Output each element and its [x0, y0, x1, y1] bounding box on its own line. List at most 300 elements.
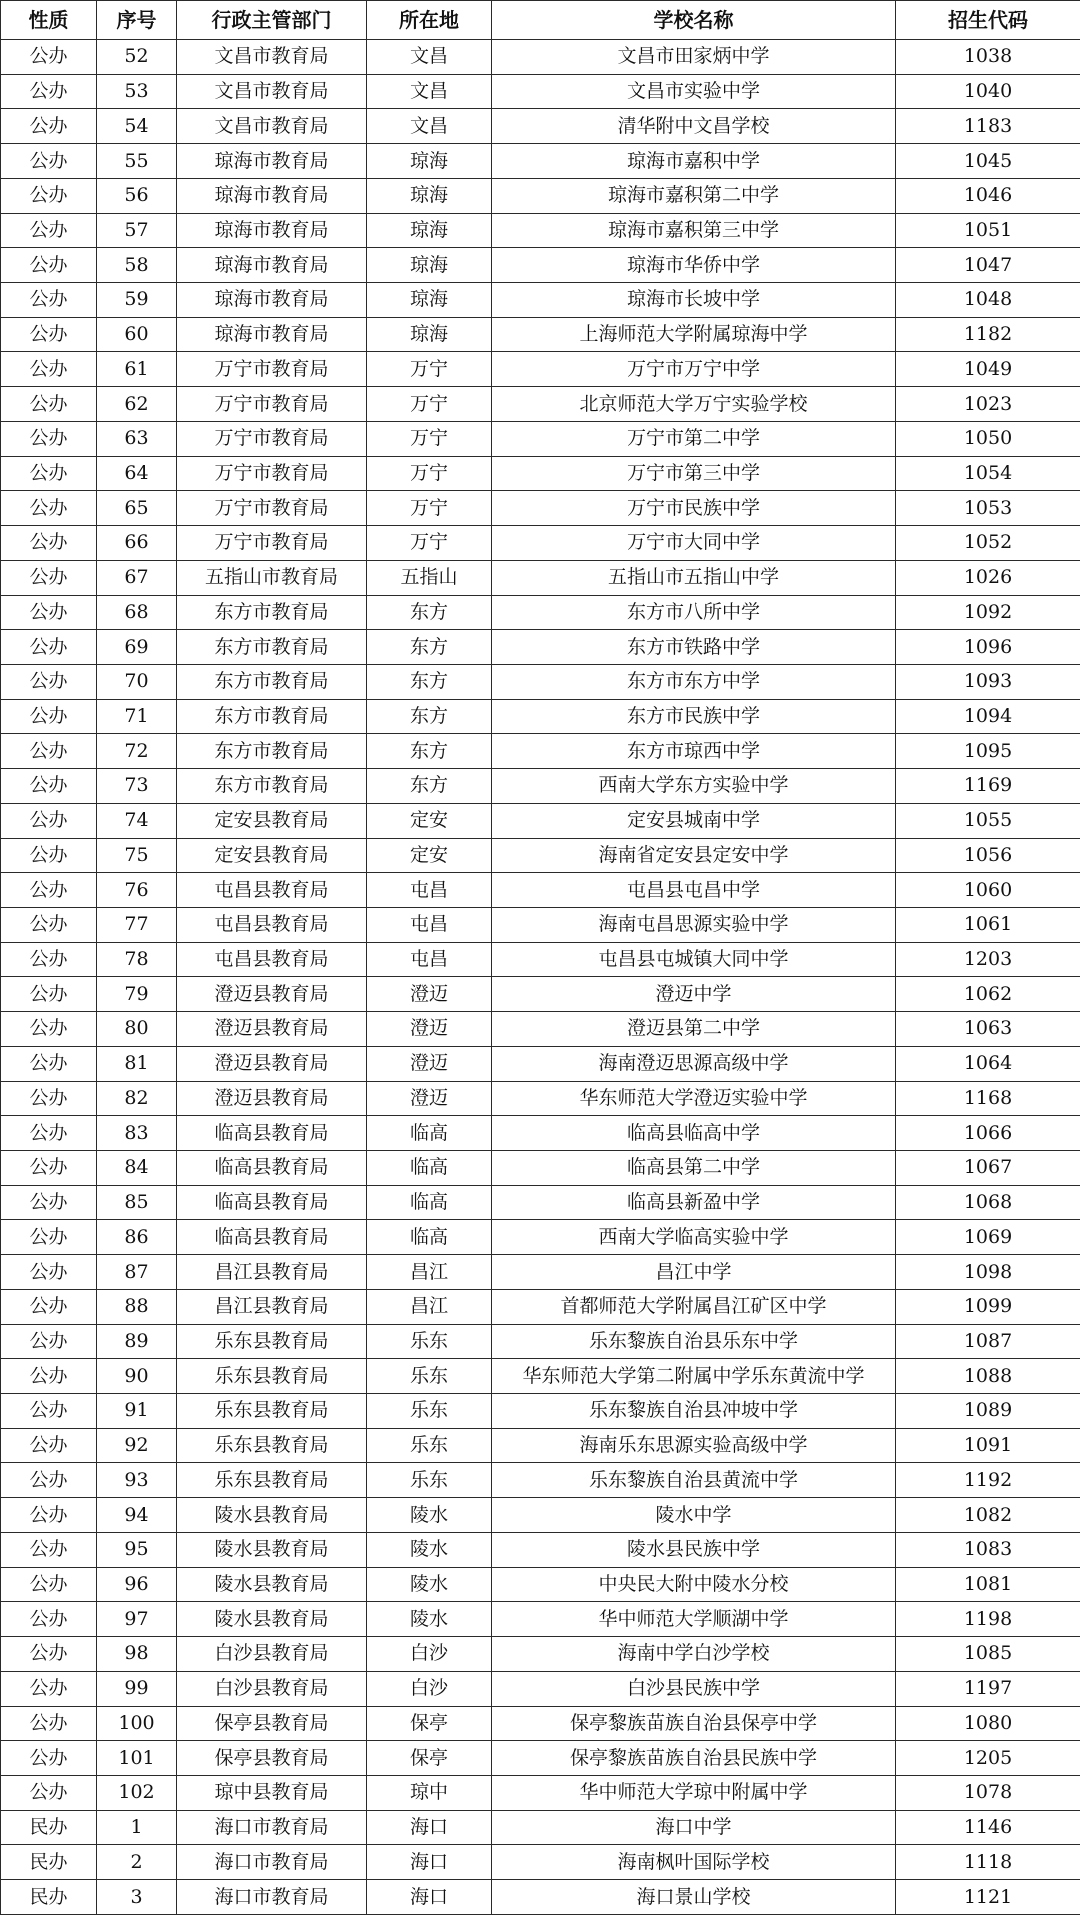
cell-nature: 公办	[1, 630, 97, 665]
cell-index: 95	[97, 1532, 177, 1567]
cell-enroll-code: 1052	[896, 526, 1080, 561]
cell-enroll-code: 1169	[896, 769, 1080, 804]
header-department: 行政主管部门	[177, 1, 367, 40]
table-row	[1, 1498, 1080, 1533]
cell-nature: 公办	[1, 526, 97, 561]
cell-school-name: 琼海市华侨中学	[492, 248, 896, 283]
cell-school-name: 保亭黎族苗族自治县民族中学	[492, 1741, 896, 1776]
cell-index: 75	[97, 838, 177, 873]
cell-department: 乐东县教育局	[177, 1394, 367, 1429]
cell-enroll-code: 1088	[896, 1359, 1080, 1394]
table-row	[1, 1220, 1080, 1255]
cell-school-name: 西南大学临高实验中学	[492, 1220, 896, 1255]
cell-school-name: 海南澄迈思源高级中学	[492, 1046, 896, 1081]
cell-location: 澄迈	[367, 1012, 492, 1047]
cell-school-name: 万宁市第二中学	[492, 421, 896, 456]
cell-department: 东方市教育局	[177, 630, 367, 665]
cell-location: 文昌	[367, 40, 492, 75]
cell-school-name: 屯昌县屯昌中学	[492, 873, 896, 908]
cell-index: 66	[97, 526, 177, 561]
table-row	[1, 1116, 1080, 1151]
cell-nature: 公办	[1, 838, 97, 873]
cell-department: 陵水县教育局	[177, 1498, 367, 1533]
cell-location: 琼海	[367, 248, 492, 283]
table-row	[1, 1428, 1080, 1463]
cell-nature: 公办	[1, 907, 97, 942]
cell-department: 乐东县教育局	[177, 1463, 367, 1498]
cell-school-name: 乐东黎族自治县乐东中学	[492, 1324, 896, 1359]
cell-index: 60	[97, 317, 177, 352]
cell-enroll-code: 1094	[896, 699, 1080, 734]
cell-department: 临高县教育局	[177, 1185, 367, 1220]
cell-nature: 公办	[1, 1428, 97, 1463]
cell-nature: 公办	[1, 178, 97, 213]
cell-index: 57	[97, 213, 177, 248]
cell-enroll-code: 1023	[896, 387, 1080, 422]
cell-enroll-code: 1055	[896, 803, 1080, 838]
cell-enroll-code: 1063	[896, 1012, 1080, 1047]
cell-index: 93	[97, 1463, 177, 1498]
cell-school-name: 临高县第二中学	[492, 1151, 896, 1186]
cell-enroll-code: 1026	[896, 560, 1080, 595]
cell-location: 万宁	[367, 526, 492, 561]
table-row	[1, 1046, 1080, 1081]
table-row	[1, 1706, 1080, 1741]
cell-department: 澄迈县教育局	[177, 977, 367, 1012]
cell-school-name: 定安县城南中学	[492, 803, 896, 838]
cell-enroll-code: 1067	[896, 1151, 1080, 1186]
cell-index: 100	[97, 1706, 177, 1741]
cell-location: 白沙	[367, 1637, 492, 1672]
cell-enroll-code: 1081	[896, 1567, 1080, 1602]
cell-school-name: 华东师范大学澄迈实验中学	[492, 1081, 896, 1116]
table-row	[1, 1255, 1080, 1290]
cell-department: 东方市教育局	[177, 769, 367, 804]
cell-location: 澄迈	[367, 977, 492, 1012]
cell-nature: 公办	[1, 1637, 97, 1672]
cell-nature: 公办	[1, 1498, 97, 1533]
cell-enroll-code: 1048	[896, 283, 1080, 318]
table-row	[1, 1359, 1080, 1394]
cell-nature: 公办	[1, 1463, 97, 1498]
cell-enroll-code: 1064	[896, 1046, 1080, 1081]
cell-location: 五指山	[367, 560, 492, 595]
cell-location: 乐东	[367, 1428, 492, 1463]
cell-nature: 公办	[1, 74, 97, 109]
cell-department: 临高县教育局	[177, 1116, 367, 1151]
cell-department: 万宁市教育局	[177, 352, 367, 387]
cell-enroll-code: 1197	[896, 1671, 1080, 1706]
cell-location: 乐东	[367, 1463, 492, 1498]
cell-department: 乐东县教育局	[177, 1359, 367, 1394]
cell-nature: 公办	[1, 144, 97, 179]
cell-nature: 公办	[1, 1255, 97, 1290]
cell-index: 77	[97, 907, 177, 942]
cell-location: 陵水	[367, 1602, 492, 1637]
table-row	[1, 74, 1080, 109]
cell-department: 白沙县教育局	[177, 1637, 367, 1672]
cell-enroll-code: 1205	[896, 1741, 1080, 1776]
cell-nature: 民办	[1, 1880, 97, 1915]
cell-department: 文昌市教育局	[177, 74, 367, 109]
header-enroll-code: 招生代码	[896, 1, 1080, 40]
table-row	[1, 560, 1080, 595]
table-row	[1, 387, 1080, 422]
cell-location: 临高	[367, 1151, 492, 1186]
cell-index: 83	[97, 1116, 177, 1151]
cell-department: 乐东县教育局	[177, 1324, 367, 1359]
cell-nature: 公办	[1, 317, 97, 352]
cell-index: 82	[97, 1081, 177, 1116]
cell-index: 68	[97, 595, 177, 630]
cell-department: 琼海市教育局	[177, 283, 367, 318]
cell-nature: 公办	[1, 769, 97, 804]
cell-school-name: 临高县新盈中学	[492, 1185, 896, 1220]
cell-index: 52	[97, 40, 177, 75]
cell-index: 62	[97, 387, 177, 422]
cell-department: 屯昌县教育局	[177, 942, 367, 977]
cell-index: 96	[97, 1567, 177, 1602]
cell-enroll-code: 1080	[896, 1706, 1080, 1741]
cell-enroll-code: 1093	[896, 664, 1080, 699]
cell-nature: 公办	[1, 1602, 97, 1637]
table-row	[1, 1394, 1080, 1429]
cell-index: 61	[97, 352, 177, 387]
cell-school-name: 万宁市大同中学	[492, 526, 896, 561]
cell-nature: 公办	[1, 664, 97, 699]
cell-nature: 公办	[1, 248, 97, 283]
cell-index: 54	[97, 109, 177, 144]
table-row	[1, 1324, 1080, 1359]
cell-nature: 公办	[1, 1775, 97, 1810]
cell-enroll-code: 1062	[896, 977, 1080, 1012]
cell-school-name: 北京师范大学万宁实验学校	[492, 387, 896, 422]
cell-index: 1	[97, 1810, 177, 1845]
table-row	[1, 1671, 1080, 1706]
cell-department: 文昌市教育局	[177, 40, 367, 75]
cell-school-name: 海南屯昌思源实验中学	[492, 907, 896, 942]
cell-school-name: 东方市民族中学	[492, 699, 896, 734]
cell-location: 临高	[367, 1116, 492, 1151]
cell-index: 88	[97, 1289, 177, 1324]
cell-department: 陵水县教育局	[177, 1567, 367, 1602]
cell-enroll-code: 1047	[896, 248, 1080, 283]
table-row	[1, 1532, 1080, 1567]
cell-index: 53	[97, 74, 177, 109]
cell-enroll-code: 1203	[896, 942, 1080, 977]
cell-location: 万宁	[367, 421, 492, 456]
cell-school-name: 上海师范大学附属琼海中学	[492, 317, 896, 352]
table-row	[1, 1081, 1080, 1116]
cell-enroll-code: 1098	[896, 1255, 1080, 1290]
header-nature: 性质	[1, 1, 97, 40]
cell-nature: 公办	[1, 1532, 97, 1567]
cell-index: 64	[97, 456, 177, 491]
header-school-name: 学校名称	[492, 1, 896, 40]
cell-nature: 公办	[1, 595, 97, 630]
cell-enroll-code: 1099	[896, 1289, 1080, 1324]
cell-location: 澄迈	[367, 1081, 492, 1116]
table-row	[1, 421, 1080, 456]
cell-department: 海口市教育局	[177, 1845, 367, 1880]
cell-enroll-code: 1096	[896, 630, 1080, 665]
cell-enroll-code: 1056	[896, 838, 1080, 873]
cell-index: 85	[97, 1185, 177, 1220]
cell-department: 临高县教育局	[177, 1220, 367, 1255]
table-row	[1, 1463, 1080, 1498]
cell-index: 90	[97, 1359, 177, 1394]
cell-location: 屯昌	[367, 942, 492, 977]
cell-school-name: 中央民大附中陵水分校	[492, 1567, 896, 1602]
cell-index: 55	[97, 144, 177, 179]
cell-department: 定安县教育局	[177, 838, 367, 873]
cell-enroll-code: 1049	[896, 352, 1080, 387]
cell-enroll-code: 1087	[896, 1324, 1080, 1359]
cell-index: 67	[97, 560, 177, 595]
table-row	[1, 1880, 1080, 1915]
cell-department: 万宁市教育局	[177, 387, 367, 422]
cell-nature: 公办	[1, 1081, 97, 1116]
cell-index: 58	[97, 248, 177, 283]
cell-enroll-code: 1045	[896, 144, 1080, 179]
cell-location: 东方	[367, 664, 492, 699]
cell-index: 70	[97, 664, 177, 699]
table-row	[1, 907, 1080, 942]
table-row	[1, 1012, 1080, 1047]
cell-nature: 公办	[1, 1289, 97, 1324]
cell-index: 86	[97, 1220, 177, 1255]
cell-index: 94	[97, 1498, 177, 1533]
cell-nature: 公办	[1, 1671, 97, 1706]
cell-enroll-code: 1040	[896, 74, 1080, 109]
table-row	[1, 456, 1080, 491]
cell-location: 屯昌	[367, 907, 492, 942]
table-row	[1, 838, 1080, 873]
cell-department: 海口市教育局	[177, 1880, 367, 1915]
header-row	[1, 1, 1080, 40]
cell-location: 琼海	[367, 178, 492, 213]
cell-school-name: 陵水中学	[492, 1498, 896, 1533]
cell-school-name: 琼海市嘉积中学	[492, 144, 896, 179]
cell-school-name: 海口中学	[492, 1810, 896, 1845]
cell-index: 76	[97, 873, 177, 908]
cell-enroll-code: 1083	[896, 1532, 1080, 1567]
cell-location: 万宁	[367, 456, 492, 491]
cell-index: 101	[97, 1741, 177, 1776]
table-row	[1, 734, 1080, 769]
cell-school-name: 东方市八所中学	[492, 595, 896, 630]
cell-nature: 公办	[1, 803, 97, 838]
cell-department: 昌江县教育局	[177, 1289, 367, 1324]
cell-department: 白沙县教育局	[177, 1671, 367, 1706]
cell-department: 澄迈县教育局	[177, 1081, 367, 1116]
table-row	[1, 769, 1080, 804]
cell-location: 屯昌	[367, 873, 492, 908]
cell-school-name: 东方市琼西中学	[492, 734, 896, 769]
cell-enroll-code: 1082	[896, 1498, 1080, 1533]
table-row	[1, 178, 1080, 213]
cell-school-name: 海南省定安县定安中学	[492, 838, 896, 873]
cell-department: 海口市教育局	[177, 1810, 367, 1845]
cell-school-name: 海南乐东思源实验高级中学	[492, 1428, 896, 1463]
cell-location: 乐东	[367, 1394, 492, 1429]
cell-nature: 公办	[1, 734, 97, 769]
cell-index: 92	[97, 1428, 177, 1463]
cell-department: 琼海市教育局	[177, 213, 367, 248]
cell-location: 昌江	[367, 1255, 492, 1290]
cell-nature: 公办	[1, 942, 97, 977]
cell-index: 99	[97, 1671, 177, 1706]
cell-nature: 公办	[1, 1185, 97, 1220]
cell-nature: 公办	[1, 283, 97, 318]
cell-enroll-code: 1095	[896, 734, 1080, 769]
cell-enroll-code: 1192	[896, 1463, 1080, 1498]
cell-location: 琼中	[367, 1775, 492, 1810]
cell-index: 80	[97, 1012, 177, 1047]
cell-nature: 公办	[1, 421, 97, 456]
table-row	[1, 40, 1080, 75]
cell-location: 乐东	[367, 1359, 492, 1394]
table-row	[1, 803, 1080, 838]
cell-department: 保亭县教育局	[177, 1706, 367, 1741]
cell-index: 65	[97, 491, 177, 526]
cell-index: 74	[97, 803, 177, 838]
cell-department: 陵水县教育局	[177, 1602, 367, 1637]
table-row	[1, 213, 1080, 248]
cell-school-name: 东方市铁路中学	[492, 630, 896, 665]
table-row	[1, 317, 1080, 352]
cell-location: 定安	[367, 838, 492, 873]
cell-index: 84	[97, 1151, 177, 1186]
cell-school-name: 华中师范大学琼中附属中学	[492, 1775, 896, 1810]
cell-location: 昌江	[367, 1289, 492, 1324]
cell-nature: 民办	[1, 1810, 97, 1845]
cell-nature: 公办	[1, 1012, 97, 1047]
cell-index: 3	[97, 1880, 177, 1915]
cell-enroll-code: 1053	[896, 491, 1080, 526]
cell-department: 临高县教育局	[177, 1151, 367, 1186]
cell-department: 澄迈县教育局	[177, 1012, 367, 1047]
cell-school-name: 白沙县民族中学	[492, 1671, 896, 1706]
cell-index: 89	[97, 1324, 177, 1359]
cell-index: 56	[97, 178, 177, 213]
table-row	[1, 248, 1080, 283]
cell-school-name: 万宁市万宁中学	[492, 352, 896, 387]
cell-school-name: 琼海市嘉积第三中学	[492, 213, 896, 248]
cell-location: 海口	[367, 1810, 492, 1845]
cell-department: 屯昌县教育局	[177, 873, 367, 908]
header-index: 序号	[97, 1, 177, 40]
cell-department: 琼中县教育局	[177, 1775, 367, 1810]
cell-enroll-code: 1092	[896, 595, 1080, 630]
cell-school-name: 澄迈县第二中学	[492, 1012, 896, 1047]
cell-nature: 公办	[1, 387, 97, 422]
table-row	[1, 1845, 1080, 1880]
cell-index: 2	[97, 1845, 177, 1880]
table-body	[1, 40, 1080, 1915]
cell-department: 东方市教育局	[177, 699, 367, 734]
cell-nature: 公办	[1, 873, 97, 908]
cell-index: 72	[97, 734, 177, 769]
cell-department: 乐东县教育局	[177, 1428, 367, 1463]
cell-school-name: 清华附中文昌学校	[492, 109, 896, 144]
cell-nature: 公办	[1, 1706, 97, 1741]
cell-index: 81	[97, 1046, 177, 1081]
cell-location: 东方	[367, 699, 492, 734]
cell-location: 琼海	[367, 144, 492, 179]
cell-department: 文昌市教育局	[177, 109, 367, 144]
cell-location: 万宁	[367, 491, 492, 526]
cell-department: 屯昌县教育局	[177, 907, 367, 942]
cell-nature: 公办	[1, 1394, 97, 1429]
cell-school-name: 首都师范大学附属昌江矿区中学	[492, 1289, 896, 1324]
cell-enroll-code: 1198	[896, 1602, 1080, 1637]
cell-location: 万宁	[367, 352, 492, 387]
table-row	[1, 1637, 1080, 1672]
cell-nature: 公办	[1, 1220, 97, 1255]
cell-department: 保亭县教育局	[177, 1741, 367, 1776]
cell-location: 澄迈	[367, 1046, 492, 1081]
cell-department: 琼海市教育局	[177, 317, 367, 352]
cell-school-name: 保亭黎族苗族自治县保亭中学	[492, 1706, 896, 1741]
cell-index: 59	[97, 283, 177, 318]
cell-school-name: 五指山市五指山中学	[492, 560, 896, 595]
table-row	[1, 109, 1080, 144]
cell-nature: 公办	[1, 699, 97, 734]
table-row	[1, 283, 1080, 318]
cell-nature: 公办	[1, 491, 97, 526]
cell-school-name: 文昌市田家炳中学	[492, 40, 896, 75]
cell-nature: 公办	[1, 1046, 97, 1081]
table-row	[1, 352, 1080, 387]
cell-index: 97	[97, 1602, 177, 1637]
cell-school-name: 万宁市民族中学	[492, 491, 896, 526]
cell-location: 东方	[367, 595, 492, 630]
table-row	[1, 664, 1080, 699]
cell-school-name: 琼海市长坡中学	[492, 283, 896, 318]
cell-school-name: 万宁市第三中学	[492, 456, 896, 491]
cell-school-name: 临高县临高中学	[492, 1116, 896, 1151]
cell-location: 乐东	[367, 1324, 492, 1359]
cell-nature: 公办	[1, 1741, 97, 1776]
cell-nature: 公办	[1, 40, 97, 75]
table-row	[1, 491, 1080, 526]
cell-department: 万宁市教育局	[177, 526, 367, 561]
table-row	[1, 1741, 1080, 1776]
cell-nature: 公办	[1, 109, 97, 144]
cell-enroll-code: 1146	[896, 1810, 1080, 1845]
cell-department: 万宁市教育局	[177, 421, 367, 456]
cell-enroll-code: 1046	[896, 178, 1080, 213]
table-row	[1, 144, 1080, 179]
cell-department: 万宁市教育局	[177, 491, 367, 526]
cell-location: 东方	[367, 734, 492, 769]
cell-enroll-code: 1066	[896, 1116, 1080, 1151]
table-row	[1, 873, 1080, 908]
cell-nature: 公办	[1, 352, 97, 387]
cell-school-name: 乐东黎族自治县冲坡中学	[492, 1394, 896, 1429]
cell-enroll-code: 1182	[896, 317, 1080, 352]
cell-nature: 公办	[1, 456, 97, 491]
cell-enroll-code: 1068	[896, 1185, 1080, 1220]
cell-location: 保亭	[367, 1741, 492, 1776]
table-row	[1, 1185, 1080, 1220]
cell-department: 东方市教育局	[177, 664, 367, 699]
cell-department: 万宁市教育局	[177, 456, 367, 491]
cell-nature: 公办	[1, 1324, 97, 1359]
cell-location: 琼海	[367, 283, 492, 318]
cell-location: 东方	[367, 630, 492, 665]
